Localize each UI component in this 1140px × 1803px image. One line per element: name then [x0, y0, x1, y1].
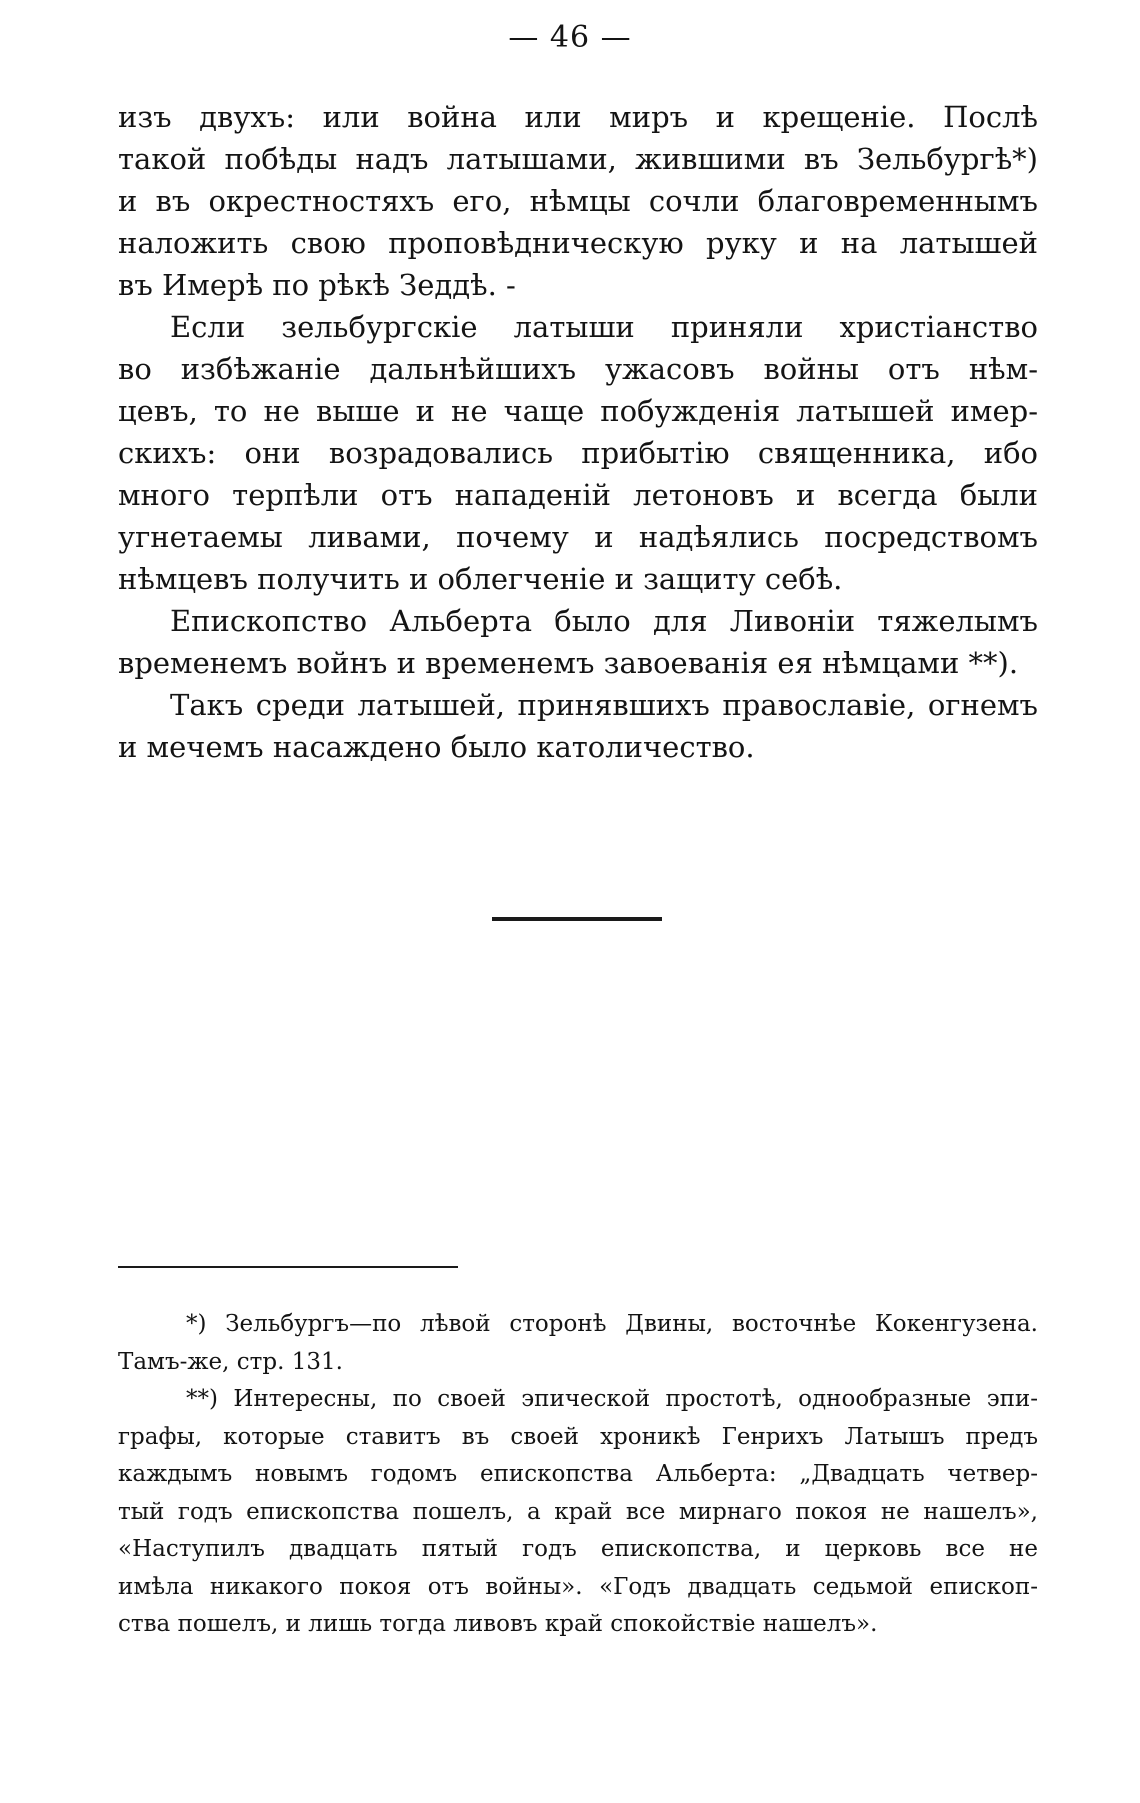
text-line: въ Имерѣ по рѣкѣ Зеддѣ. - [118, 268, 516, 302]
footnotes [118, 1306, 1038, 1644]
footnote [118, 1381, 1038, 1644]
text-line: нѣмцевъ получить и облегченіе и защиту себѣ. [118, 562, 843, 596]
text-line: Епископство Альберта было для Ливоніи тяжелымъ [170, 604, 1038, 638]
text-line: изъ двухъ: или война или миръ и крещеніе. Послѣ [118, 100, 1038, 134]
footnote [118, 1306, 1038, 1381]
text-line: и въ окрестностяхъ его, нѣмцы сочли благовременнымъ [118, 184, 1038, 218]
footnote-line: *) Зельбургъ—по лѣвой сторонѣ Двины, восточнѣе Кокенгузена. [186, 1311, 1038, 1337]
text-line: угнетаемы ливами, почему и надѣялись посредствомъ [118, 520, 1038, 554]
text-line: и мечемъ насаждено было католичество. [118, 730, 755, 764]
paragraph [118, 600, 1038, 684]
footnote-line: **) Интересны, по своей эпической простотѣ, однообразные эпи- [186, 1386, 1038, 1412]
text-line: такой побѣды надъ латышами, жившими въ Зельбургѣ*) [118, 142, 1038, 176]
paragraph [118, 684, 1038, 768]
text-line: много терпѣли отъ нападеній летоновъ и всегда были [118, 478, 1038, 512]
footnote-line: имѣла никакого покоя отъ войны». «Годъ двадцать седьмой епископ- [118, 1573, 1038, 1600]
page-number: — 46 — [508, 20, 632, 55]
footnote-line: графы, которые ставитъ въ своей хроникѣ Генрихъ Латышъ предъ [118, 1423, 1038, 1450]
text-line: наложить свою проповѣдническую руку и на латышей [118, 226, 1038, 260]
text-line: скихъ: они возрадовались прибытію священника, ибо [118, 436, 1038, 470]
paragraph [118, 96, 1038, 306]
section-separator [492, 917, 662, 921]
text-line: временемъ войнъ и временемъ завоеванія ея нѣмцами **). [118, 646, 1019, 680]
text-line: Если зельбургскіе латыши приняли христіанство [170, 310, 1038, 344]
text-line: Такъ среди латышей, принявшихъ православіе, огнемъ [170, 688, 1038, 722]
footnote-line: ства пошелъ, и лишь тогда ливовъ край спокойствіе нашелъ». [118, 1611, 878, 1637]
footnote-line: каждымъ новымъ годомъ епископства Альберта: „Двадцать четвер- [118, 1461, 1038, 1487]
footnote-rule [118, 1266, 458, 1268]
text-line: цевъ, то не выше и не чаще побужденія латышей имер- [118, 394, 1038, 428]
paragraph [118, 306, 1038, 600]
text-line: во избѣжаніе дальнѣйшихъ ужасовъ войны отъ нѣм- [118, 352, 1038, 386]
footnote-line: Тамъ-же, стр. 131. [118, 1348, 343, 1375]
footnote-line: тый годъ епископства пошелъ, а край все мирнаго покоя не нашелъ», [118, 1498, 1038, 1525]
footnote-line: «Наступилъ двадцать пятый годъ епископства, и церковь все не [118, 1536, 1038, 1562]
main-text [118, 96, 1038, 768]
